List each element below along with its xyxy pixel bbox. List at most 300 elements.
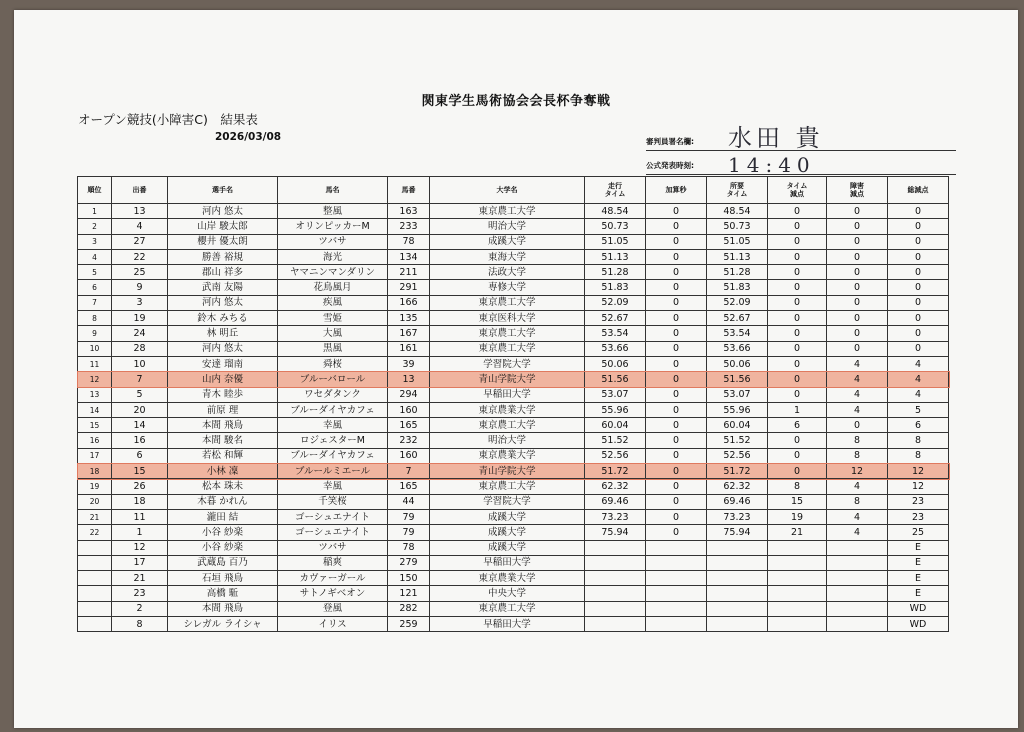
total-time-cell: 52.56 (707, 448, 768, 463)
table-row (78, 540, 949, 555)
horse-cell: ブルーダイヤカフェ (278, 402, 388, 417)
added-seconds-cell: 0 (646, 494, 707, 509)
rank-cell: 19 (78, 479, 112, 494)
order-cell: 18 (112, 494, 168, 509)
horse-no-cell: 163 (388, 204, 430, 219)
university-cell: 東京農工大学 (430, 295, 585, 310)
rank-cell (78, 601, 112, 616)
total-penalty-cell: WD (888, 601, 949, 616)
university-cell: 成蹊大学 (430, 525, 585, 540)
total-time-cell: 51.72 (707, 464, 768, 479)
total-penalty-cell: 5 (888, 402, 949, 417)
table-row (78, 249, 949, 264)
order-cell: 4 (112, 219, 168, 234)
total-penalty-cell: WD (888, 617, 949, 632)
horse-no-cell: 167 (388, 326, 430, 341)
horse-no-cell: 79 (388, 525, 430, 540)
obstacle-penalty-cell: 0 (827, 326, 888, 341)
added-seconds-cell (646, 617, 707, 632)
added-seconds-cell: 0 (646, 249, 707, 264)
horse-no-cell: 291 (388, 280, 430, 295)
run-time-cell: 51.56 (585, 372, 646, 387)
table-row (78, 311, 949, 326)
obstacle-penalty-cell: 4 (827, 479, 888, 494)
horse-cell: 花鳥風月 (278, 280, 388, 295)
rank-cell: 3 (78, 234, 112, 249)
total-time-cell (707, 555, 768, 570)
total-time-cell: 52.67 (707, 311, 768, 326)
time-penalty-cell: 0 (768, 234, 827, 249)
rider-cell: 山内 奈優 (168, 372, 278, 387)
obstacle-penalty-cell: 0 (827, 418, 888, 433)
table-row (78, 509, 949, 524)
total-time-cell: 62.32 (707, 479, 768, 494)
horse-no-cell: 135 (388, 311, 430, 326)
horse-no-cell: 150 (388, 571, 430, 586)
university-cell: 東京農工大学 (430, 479, 585, 494)
added-seconds-cell: 0 (646, 311, 707, 326)
university-cell: 東海大学 (430, 249, 585, 264)
total-time-cell: 75.94 (707, 525, 768, 540)
total-penalty-cell: 0 (888, 341, 949, 356)
total-time-cell: 51.28 (707, 265, 768, 280)
order-cell: 26 (112, 479, 168, 494)
rider-cell: 勝善 裕規 (168, 249, 278, 264)
table-row (78, 448, 949, 463)
obstacle-penalty-cell (827, 617, 888, 632)
total-time-cell: 51.83 (707, 280, 768, 295)
time-penalty-cell: 0 (768, 356, 827, 371)
horse-cell: 疾風 (278, 295, 388, 310)
time-penalty-cell: 0 (768, 265, 827, 280)
order-cell: 17 (112, 555, 168, 570)
rider-cell: シレガル ライシャ (168, 617, 278, 632)
horse-cell: 海光 (278, 249, 388, 264)
time-penalty-cell: 21 (768, 525, 827, 540)
obstacle-penalty-cell: 0 (827, 204, 888, 219)
run-time-cell (585, 586, 646, 601)
order-cell: 7 (112, 372, 168, 387)
rank-cell: 5 (78, 265, 112, 280)
horse-no-cell: 232 (388, 433, 430, 448)
total-time-cell: 51.56 (707, 372, 768, 387)
header-rider: 選手名 (168, 177, 278, 204)
header-horse: 馬名 (278, 177, 388, 204)
rank-cell (78, 555, 112, 570)
obstacle-penalty-cell: 0 (827, 265, 888, 280)
university-cell: 早稲田大学 (430, 387, 585, 402)
run-time-cell: 55.96 (585, 402, 646, 417)
time-penalty-cell (768, 571, 827, 586)
total-penalty-cell: 6 (888, 418, 949, 433)
added-seconds-cell: 0 (646, 448, 707, 463)
horse-no-cell: 165 (388, 479, 430, 494)
total-penalty-cell: E (888, 555, 949, 570)
rider-cell: 武南 友陽 (168, 280, 278, 295)
rank-cell (78, 571, 112, 586)
order-cell: 5 (112, 387, 168, 402)
added-seconds-cell (646, 571, 707, 586)
total-penalty-cell: 0 (888, 204, 949, 219)
horse-cell: ツバサ (278, 540, 388, 555)
time-penalty-cell: 0 (768, 448, 827, 463)
run-time-cell: 62.32 (585, 479, 646, 494)
run-time-cell: 60.04 (585, 418, 646, 433)
order-cell: 25 (112, 265, 168, 280)
header-time-penalty: タイム 減点 (768, 177, 827, 204)
total-penalty-cell: 4 (888, 356, 949, 371)
announce-time: 14:40 (728, 153, 816, 177)
order-cell: 3 (112, 295, 168, 310)
order-cell: 12 (112, 540, 168, 555)
added-seconds-cell (646, 586, 707, 601)
time-penalty-cell: 0 (768, 433, 827, 448)
horse-cell: ブルーバロール (278, 372, 388, 387)
run-time-cell: 51.05 (585, 234, 646, 249)
time-penalty-cell: 15 (768, 494, 827, 509)
obstacle-penalty-cell: 4 (827, 402, 888, 417)
added-seconds-cell: 0 (646, 234, 707, 249)
judge-signature-label: 審判員署名欄: (646, 137, 694, 146)
added-seconds-cell: 0 (646, 464, 707, 479)
horse-cell: カヴァーガール (278, 571, 388, 586)
obstacle-penalty-cell: 0 (827, 311, 888, 326)
obstacle-penalty-cell (827, 540, 888, 555)
rank-cell: 6 (78, 280, 112, 295)
rider-cell: 林 明丘 (168, 326, 278, 341)
order-cell: 28 (112, 341, 168, 356)
header-total-time: 所要 タイム (707, 177, 768, 204)
judge-signature-row (646, 124, 956, 152)
added-seconds-cell: 0 (646, 356, 707, 371)
total-time-cell: 50.73 (707, 219, 768, 234)
total-penalty-cell: 0 (888, 219, 949, 234)
horse-cell: イリス (278, 617, 388, 632)
university-cell: 青山学院大学 (430, 464, 585, 479)
university-cell: 東京農工大学 (430, 601, 585, 616)
time-penalty-cell: 1 (768, 402, 827, 417)
time-penalty-cell: 0 (768, 219, 827, 234)
order-cell: 20 (112, 402, 168, 417)
rider-cell: 武蔵島 百乃 (168, 555, 278, 570)
rank-cell: 20 (78, 494, 112, 509)
time-penalty-cell: 8 (768, 479, 827, 494)
header-added-seconds: 加算秒 (646, 177, 707, 204)
university-cell: 東京農工大学 (430, 341, 585, 356)
horse-no-cell: 259 (388, 617, 430, 632)
results-sheet (14, 10, 1018, 728)
horse-cell: 黒風 (278, 341, 388, 356)
obstacle-penalty-cell: 0 (827, 249, 888, 264)
run-time-cell: 51.28 (585, 265, 646, 280)
total-time-cell: 53.66 (707, 341, 768, 356)
run-time-cell: 51.72 (585, 464, 646, 479)
horse-no-cell: 165 (388, 418, 430, 433)
rank-cell: 1 (78, 204, 112, 219)
order-cell: 6 (112, 448, 168, 463)
table-row (78, 356, 949, 371)
run-time-cell: 50.73 (585, 219, 646, 234)
order-cell: 14 (112, 418, 168, 433)
university-cell: 専修大学 (430, 280, 585, 295)
total-penalty-cell: 12 (888, 464, 949, 479)
horse-cell: ワセダタンク (278, 387, 388, 402)
table-row (78, 265, 949, 280)
added-seconds-cell: 0 (646, 402, 707, 417)
university-cell: 学習院大学 (430, 494, 585, 509)
table-row (78, 234, 949, 249)
horse-no-cell: 78 (388, 234, 430, 249)
obstacle-penalty-cell: 8 (827, 448, 888, 463)
horse-no-cell: 282 (388, 601, 430, 616)
table-row (78, 464, 949, 479)
rank-cell (78, 540, 112, 555)
rider-cell: 小谷 紗楽 (168, 525, 278, 540)
rider-cell: 高橋 駈 (168, 586, 278, 601)
horse-cell: ゴーシュエナイト (278, 525, 388, 540)
run-time-cell: 50.06 (585, 356, 646, 371)
total-time-cell: 50.06 (707, 356, 768, 371)
horse-cell: 整風 (278, 204, 388, 219)
added-seconds-cell: 0 (646, 525, 707, 540)
rank-cell: 9 (78, 326, 112, 341)
total-time-cell: 73.23 (707, 509, 768, 524)
obstacle-penalty-cell: 0 (827, 341, 888, 356)
document-title: 関東学生馬術協会会長杯争奪戦 (421, 94, 611, 109)
total-time-cell: 53.07 (707, 387, 768, 402)
horse-cell: 幸風 (278, 418, 388, 433)
total-time-cell: 51.13 (707, 249, 768, 264)
table-row (78, 433, 949, 448)
rank-cell: 16 (78, 433, 112, 448)
order-cell: 2 (112, 601, 168, 616)
rank-cell: 18 (78, 464, 112, 479)
total-penalty-cell: 8 (888, 433, 949, 448)
run-time-cell: 52.09 (585, 295, 646, 310)
table-row (78, 387, 949, 402)
added-seconds-cell: 0 (646, 387, 707, 402)
total-time-cell: 53.54 (707, 326, 768, 341)
rank-cell: 7 (78, 295, 112, 310)
run-time-cell: 73.23 (585, 509, 646, 524)
order-cell: 21 (112, 571, 168, 586)
horse-no-cell: 134 (388, 249, 430, 264)
order-cell: 23 (112, 586, 168, 601)
obstacle-penalty-cell: 12 (827, 464, 888, 479)
university-cell: 早稲田大学 (430, 555, 585, 570)
header-university: 大学名 (430, 177, 585, 204)
total-penalty-cell: E (888, 586, 949, 601)
rider-cell: 鈴木 みちる (168, 311, 278, 326)
university-cell: 東京医科大学 (430, 311, 585, 326)
header-run-time: 走行 タイム (585, 177, 646, 204)
obstacle-penalty-cell (827, 601, 888, 616)
run-time-cell: 51.13 (585, 249, 646, 264)
table-row (78, 341, 949, 356)
horse-cell: 登風 (278, 601, 388, 616)
added-seconds-cell: 0 (646, 433, 707, 448)
run-time-cell: 51.83 (585, 280, 646, 295)
rider-cell: 瀧田 結 (168, 509, 278, 524)
run-time-cell: 53.07 (585, 387, 646, 402)
rank-cell: 13 (78, 387, 112, 402)
total-penalty-cell: 0 (888, 326, 949, 341)
rider-cell: 櫻井 優太朗 (168, 234, 278, 249)
horse-no-cell: 160 (388, 402, 430, 417)
run-time-cell: 53.66 (585, 341, 646, 356)
horse-cell: サトノギベオン (278, 586, 388, 601)
horse-cell: オリンピッカーM (278, 219, 388, 234)
table-row (78, 494, 949, 509)
time-penalty-cell: 0 (768, 326, 827, 341)
time-penalty-cell: 0 (768, 341, 827, 356)
rank-cell (78, 586, 112, 601)
added-seconds-cell: 0 (646, 418, 707, 433)
time-penalty-cell: 0 (768, 387, 827, 402)
order-cell: 10 (112, 356, 168, 371)
university-cell: 学習院大学 (430, 356, 585, 371)
added-seconds-cell: 0 (646, 372, 707, 387)
time-penalty-cell: 0 (768, 204, 827, 219)
added-seconds-cell: 0 (646, 219, 707, 234)
rider-cell: 本間 飛鳥 (168, 418, 278, 433)
university-cell: 東京農工大学 (430, 326, 585, 341)
time-penalty-cell (768, 617, 827, 632)
time-penalty-cell: 0 (768, 280, 827, 295)
rider-cell: 木暮 かれん (168, 494, 278, 509)
obstacle-penalty-cell: 0 (827, 280, 888, 295)
run-time-cell (585, 617, 646, 632)
university-cell: 早稲田大学 (430, 617, 585, 632)
total-penalty-cell: 0 (888, 311, 949, 326)
rank-cell: 2 (78, 219, 112, 234)
total-penalty-cell: 4 (888, 372, 949, 387)
total-penalty-cell: 25 (888, 525, 949, 540)
announce-time-row (646, 152, 956, 175)
added-seconds-cell: 0 (646, 479, 707, 494)
total-time-cell (707, 617, 768, 632)
run-time-cell: 52.67 (585, 311, 646, 326)
rider-cell: 山岸 駿太郎 (168, 219, 278, 234)
obstacle-penalty-cell: 8 (827, 433, 888, 448)
table-row (78, 479, 949, 494)
horse-no-cell: 161 (388, 341, 430, 356)
total-penalty-cell: E (888, 571, 949, 586)
horse-no-cell: 79 (388, 509, 430, 524)
table-row (78, 418, 949, 433)
university-cell: 東京農業大学 (430, 402, 585, 417)
total-penalty-cell: 0 (888, 280, 949, 295)
total-penalty-cell: 0 (888, 234, 949, 249)
time-penalty-cell (768, 555, 827, 570)
added-seconds-cell: 0 (646, 326, 707, 341)
horse-cell: 稲爽 (278, 555, 388, 570)
run-time-cell: 52.56 (585, 448, 646, 463)
university-cell: 明治大学 (430, 219, 585, 234)
university-cell: 青山学院大学 (430, 372, 585, 387)
horse-cell: 千笑桜 (278, 494, 388, 509)
obstacle-penalty-cell (827, 555, 888, 570)
obstacle-penalty-cell (827, 571, 888, 586)
horse-cell: ゴーシュエナイト (278, 509, 388, 524)
obstacle-penalty-cell: 4 (827, 509, 888, 524)
rank-cell: 17 (78, 448, 112, 463)
horse-cell: 雪姫 (278, 311, 388, 326)
run-time-cell (585, 555, 646, 570)
total-penalty-cell: 0 (888, 265, 949, 280)
total-penalty-cell: 23 (888, 509, 949, 524)
horse-cell: ブルールミエール (278, 464, 388, 479)
time-penalty-cell: 0 (768, 249, 827, 264)
table-row (78, 280, 949, 295)
event-date: 2026/03/08 (215, 131, 282, 143)
horse-no-cell: 39 (388, 356, 430, 371)
obstacle-penalty-cell: 4 (827, 372, 888, 387)
time-penalty-cell: 19 (768, 509, 827, 524)
total-time-cell: 69.46 (707, 494, 768, 509)
order-cell: 9 (112, 280, 168, 295)
order-cell: 8 (112, 617, 168, 632)
time-penalty-cell (768, 540, 827, 555)
horse-cell: 舜桜 (278, 356, 388, 371)
added-seconds-cell: 0 (646, 280, 707, 295)
total-penalty-cell: 23 (888, 494, 949, 509)
horse-cell: ロジェスターM (278, 433, 388, 448)
rider-cell: 河内 悠太 (168, 295, 278, 310)
rank-cell: 22 (78, 525, 112, 540)
header-obstacle-penalty: 障害 減点 (827, 177, 888, 204)
announce-time-label: 公式発表時刻: (646, 161, 694, 170)
university-cell: 成蹊大学 (430, 509, 585, 524)
university-cell: 明治大学 (430, 433, 585, 448)
total-time-cell (707, 586, 768, 601)
rank-cell: 10 (78, 341, 112, 356)
event-name: オープン競技(小障害C) 結果表 (78, 112, 258, 127)
order-cell: 16 (112, 433, 168, 448)
horse-cell: ブルーダイヤカフェ (278, 448, 388, 463)
university-cell: 東京農工大学 (430, 204, 585, 219)
time-penalty-cell (768, 586, 827, 601)
horse-no-cell: 211 (388, 265, 430, 280)
run-time-cell: 51.52 (585, 433, 646, 448)
table-row (78, 586, 949, 601)
time-penalty-cell: 0 (768, 311, 827, 326)
rank-cell: 14 (78, 402, 112, 417)
total-penalty-cell: 8 (888, 448, 949, 463)
total-time-cell: 48.54 (707, 204, 768, 219)
rank-cell: 21 (78, 509, 112, 524)
run-time-cell: 69.46 (585, 494, 646, 509)
horse-cell: 大風 (278, 326, 388, 341)
rider-cell: 小谷 紗楽 (168, 540, 278, 555)
total-time-cell (707, 540, 768, 555)
rider-cell: 本間 飛鳥 (168, 601, 278, 616)
added-seconds-cell (646, 540, 707, 555)
rank-cell: 11 (78, 356, 112, 371)
time-penalty-cell: 0 (768, 372, 827, 387)
total-time-cell (707, 571, 768, 586)
table-row (78, 326, 949, 341)
added-seconds-cell (646, 555, 707, 570)
table-row (78, 601, 949, 616)
horse-no-cell: 279 (388, 555, 430, 570)
horse-cell: 幸風 (278, 479, 388, 494)
rider-cell: 河内 悠太 (168, 341, 278, 356)
added-seconds-cell: 0 (646, 295, 707, 310)
rider-cell: 小林 凜 (168, 464, 278, 479)
total-time-cell: 60.04 (707, 418, 768, 433)
rank-cell: 15 (78, 418, 112, 433)
